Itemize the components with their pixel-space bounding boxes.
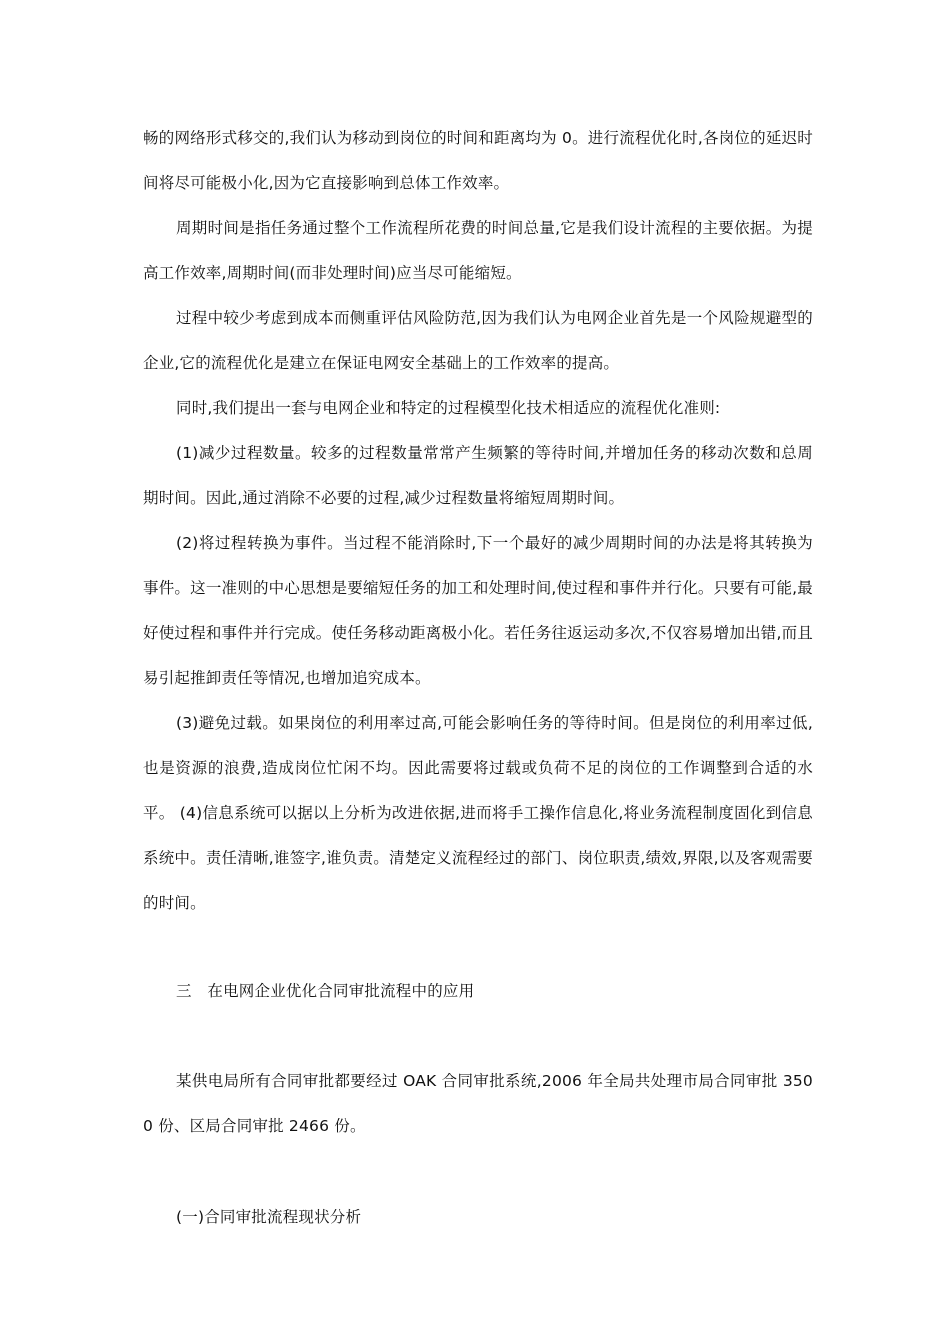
paragraph-continued: 畅的网络形式移交的,我们认为移动到岗位的时间和距离均为 0。进行流程优化时,各岗位的延迟时间将尽可能极小化,因为它直接影响到总体工作效率。 <box>143 129 813 192</box>
paragraph-criterion-3-4: (3)避免过载。如果岗位的利用率过高,可能会影响任务的等待时间。但是岗位的利用率过低,也是资源的浪费,造成岗位忙闲不均。因此需要将过载或负荷不足的岗位的工作调整到合适的水平。 (4)信息系统可以据以上分析为改进依据,进而将手工操作信息化,将业务流程制度固化到信息系统中。责任清晰,谁签字,谁负责。清楚定义流程经过的部门、岗位职责,绩效,界限,以及客观需要的时间。 <box>143 714 813 912</box>
paragraph-criterion-2: (2)将过程转换为事件。当过程不能消除时,下一个最好的减少周期时间的办法是将其转换为事件。这一准则的中心思想是要缩短任务的加工和处理时间,使过程和事件并行化。只要有可能,最好使过程和事件并行完成。使任务移动距离极小化。若任务往返运动多次,不仅容易增加出错,而且易引起推卸责任等情况,也增加追究成本。 <box>143 534 813 687</box>
paragraph-cycle-time: 周期时间是指任务通过整个工作流程所花费的时间总量,它是我们设计流程的主要依据。为提高工作效率,周期时间(而非处理时间)应当尽可能缩短。 <box>143 219 813 282</box>
section-heading: 三 在电网企业优化合同审批流程中的应用 <box>176 982 475 1000</box>
subsection-heading: (一)合同审批流程现状分析 <box>176 1208 362 1226</box>
paragraph-criterion-1: (1)减少过程数量。较多的过程数量常常产生频繁的等待时间,并增加任务的移动次数和总周期时间。因此,通过消除不必要的过程,减少过程数量将缩短周期时间。 <box>143 444 813 507</box>
paragraph-risk: 过程中较少考虑到成本而侧重评估风险防范,因为我们认为电网企业首先是一个风险规避型的企业,它的流程优化是建立在保证电网安全基础上的工作效率的提高。 <box>143 309 813 372</box>
paragraph-criteria-intro: 同时,我们提出一套与电网企业和特定的过程模型化技术相适应的流程优化准则: <box>176 399 721 417</box>
paragraph-section-3: 某供电局所有合同审批都要经过 OAK 合同审批系统,2006 年全局共处理市局合同审批 3500 份、区局合同审批 2466 份。 <box>143 1072 813 1135</box>
